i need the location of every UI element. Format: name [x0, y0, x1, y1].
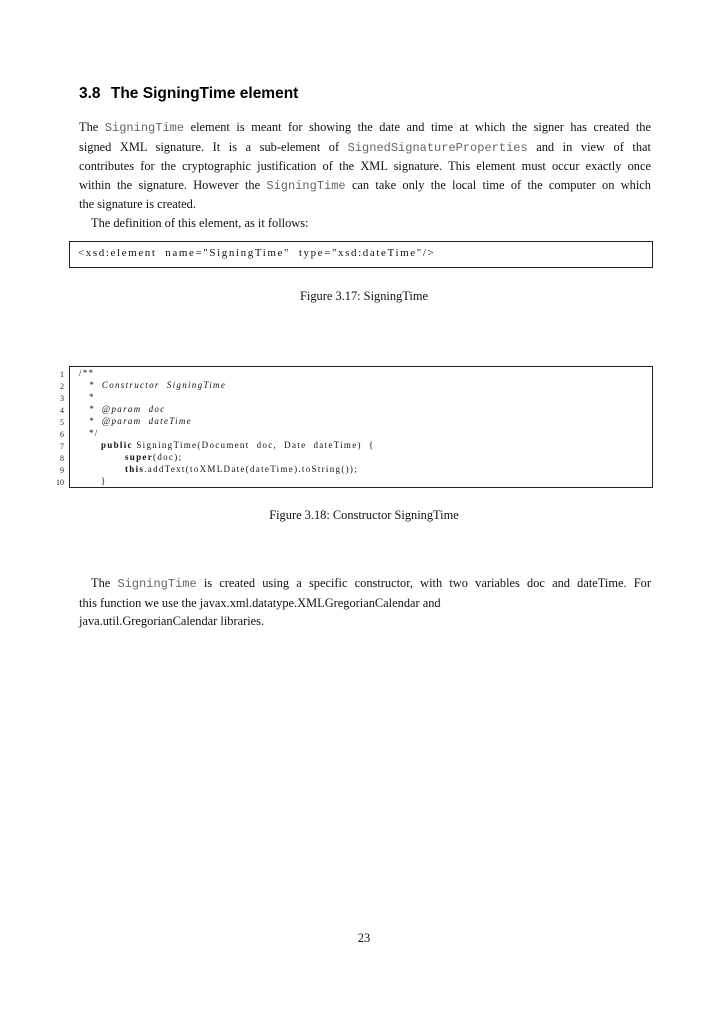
inline-code: SigningTime: [117, 577, 197, 591]
text-line: The SigningTime element is meant for showing the date and time at which the signer has created the: [79, 120, 651, 135]
line-number: 1: [60, 370, 64, 379]
code-line: * @param doc: [89, 404, 166, 414]
section-number: 3.8: [79, 85, 101, 102]
code-line: */: [89, 428, 99, 438]
inline-code: SigningTime: [104, 121, 185, 135]
schema-code-box: [69, 241, 653, 268]
line-number: 10: [56, 478, 64, 487]
code-line: this.addText(toXMLDate(dateTime).toString());: [125, 464, 359, 474]
line-number: 5: [60, 418, 64, 427]
section-heading: [79, 85, 298, 103]
text-line: java.util.GregorianCalendar libraries.: [79, 614, 265, 629]
line-number: 6: [60, 430, 64, 439]
text-line: within the signature. However the SigningTime can take only the local time of the computer on which: [79, 177, 651, 193]
intro-paragraph: [79, 118, 651, 233]
text-line: signed XML signature. It is a sub-element of SignedSignatureProperties and in view of that: [79, 139, 651, 155]
section-title: The SigningTime element: [110, 85, 299, 102]
line-number: 7: [60, 442, 64, 451]
code-line: public SigningTime(Document doc, Date dateTime) {: [101, 440, 375, 450]
code-line: super(doc);: [125, 452, 183, 462]
code-line: *: [89, 392, 95, 402]
line-number: 4: [60, 406, 64, 415]
page-number: 23: [357, 931, 371, 945]
line-number: 2: [60, 382, 64, 391]
code-line: * Constructor SigningTime: [89, 380, 227, 390]
schema-code: <xsd:element name="SigningTime" type="xsd:dateTime"/>: [78, 247, 436, 259]
line-number: 3: [60, 394, 64, 403]
inline-code: SignedSignatureProperties: [347, 140, 528, 155]
text-line: this function we use the javax.xml.datatype.XMLGregorianCalendar and: [79, 595, 441, 610]
text-line: contributes for the cryptographic justification of the XML signature. This element must occur exactly once: [79, 159, 651, 174]
inline-code: SigningTime: [266, 178, 346, 193]
closing-paragraph: [79, 574, 651, 631]
line-number: 9: [60, 466, 64, 475]
figure-caption: Figure 3.17: SigningTime: [300, 289, 428, 303]
text-line: The SigningTime is created using a specific constructor, with two variables doc and dateTime. For: [91, 576, 651, 591]
code-line: /**: [79, 368, 95, 378]
text-line: The definition of this element, as it follows:: [91, 215, 309, 230]
code-line: * @param dateTime: [89, 416, 192, 426]
code-line: }: [101, 476, 107, 486]
figure-caption: Figure 3.18: Constructor SigningTime: [269, 508, 459, 522]
text-line: the signature is created.: [79, 197, 196, 212]
line-number: 8: [60, 454, 64, 463]
